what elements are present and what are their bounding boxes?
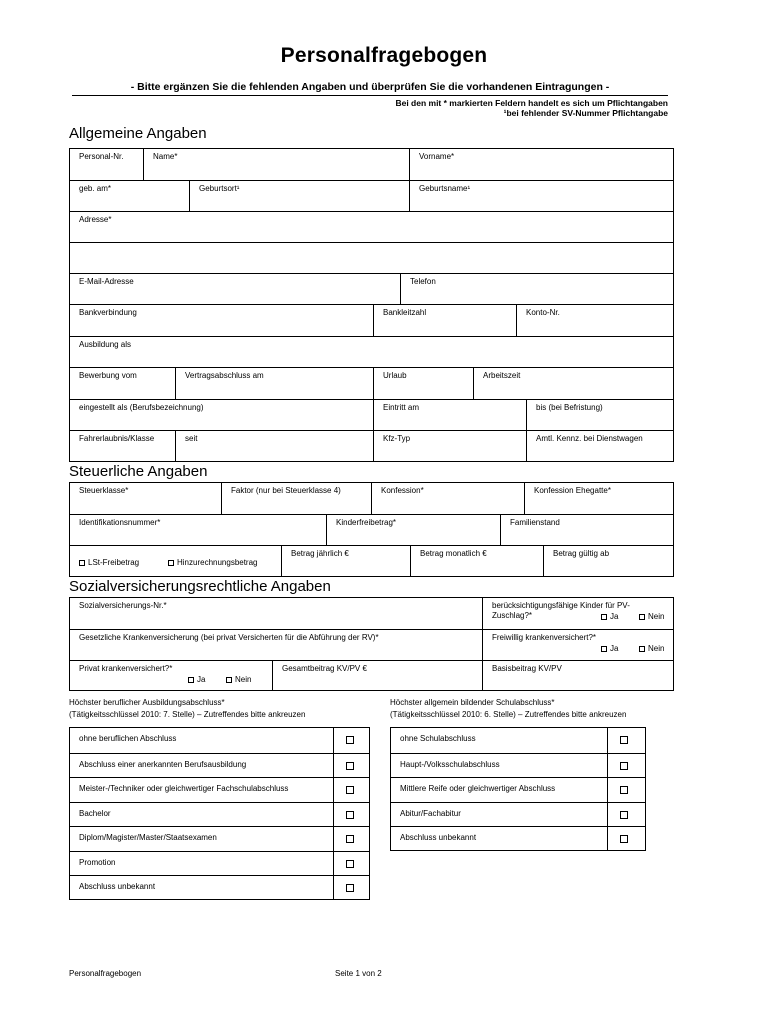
freibetrag-type-field (70, 545, 281, 577)
seit-field[interactable] (175, 430, 373, 462)
telefon-field[interactable] (400, 273, 674, 304)
arbeitszeit-label: Arbeitszeit (483, 371, 521, 380)
schule-heading-line2: (Tätigkeitsschlüssel 2010: 6. Stelle) – Zutreffendes bitte ankreuzen (390, 710, 627, 719)
page-title: Personalfragebogen (280, 44, 488, 67)
lst-freibetrag-checkbox[interactable] (79, 560, 85, 566)
befristung-label: bis (bei Befristung) (536, 403, 603, 412)
privat-ja-checkbox[interactable] (188, 677, 194, 683)
konto-nr-field[interactable] (516, 304, 674, 336)
sv-nr-field[interactable] (70, 598, 482, 629)
privat-ja-option[interactable] (188, 675, 205, 684)
konfession-ehegatte-label: Konfession Ehegatte* (534, 486, 611, 495)
schule-option-checkbox[interactable] (620, 811, 628, 819)
fahrerlaubnis-field[interactable] (70, 430, 175, 462)
pv-kinder-ja-label: Ja (610, 612, 619, 621)
section-heading-allgemein: Allgemeine Angaben (69, 125, 207, 142)
personal-nr-field[interactable] (70, 149, 143, 180)
kinderfreibetrag-field[interactable] (326, 514, 500, 545)
pv-kinder-field (482, 598, 674, 629)
schule-option-row[interactable] (391, 728, 645, 753)
schule-option-row[interactable] (391, 826, 645, 851)
geb-am-field[interactable] (70, 180, 189, 211)
schule-option-checkbox[interactable] (620, 835, 628, 843)
geb-am-label: geb. am* (79, 184, 112, 193)
pv-kinder-nein-option[interactable] (639, 612, 664, 621)
freiwillig-field (482, 629, 674, 660)
footer-title: Personalfragebogen (69, 969, 142, 978)
schule-option-label: Haupt-/Volksschulabschluss (400, 759, 500, 769)
tax-info-table (69, 482, 674, 577)
kfz-typ-field[interactable] (373, 430, 526, 462)
beruf-option-checkbox[interactable] (346, 835, 354, 843)
schule-heading-line1: Höchster allgemein bildender Schulabschluss* (390, 698, 555, 707)
bankverbindung-field[interactable] (70, 304, 373, 336)
mandatory-note: Bei den mit * markierten Feldern handelt es sich um Pflichtangaben (395, 98, 668, 108)
schule-option-checkbox[interactable] (620, 762, 628, 770)
page-number: Seite 1 von 2 (335, 969, 382, 978)
bewerbung-field[interactable] (70, 367, 175, 399)
familienstand-field[interactable] (500, 514, 674, 545)
freiwillig-ja-option[interactable] (601, 644, 618, 653)
general-info-table (69, 148, 674, 462)
beruf-option-label: Promotion (79, 857, 116, 867)
steuerklasse-field[interactable] (70, 483, 221, 514)
hinzurechnung-option[interactable] (168, 558, 258, 567)
sv-nr-label: Sozialversicherungs-Nr.* (79, 601, 167, 610)
kinderfreibetrag-label: Kinderfreibetrag* (336, 518, 397, 527)
basisbeitrag-label: Basisbeitrag KV/PV (492, 664, 562, 673)
ausbildung-field[interactable] (70, 336, 674, 367)
freiwillig-ja-checkbox[interactable] (601, 646, 607, 652)
sv-number-note: ¹bei fehlender SV-Nummer Pflichtangabe (503, 108, 668, 118)
beruf-heading-line2: (Tätigkeitsschlüssel 2010: 7. Stelle) – Zutreffendes bitte ankreuzen (69, 710, 306, 719)
privat-ja-label: Ja (197, 675, 206, 684)
schule-option-checkbox[interactable] (620, 786, 628, 794)
pv-kinder-ja-option[interactable] (601, 612, 618, 621)
bewerbung-label: Bewerbung vom (79, 371, 137, 380)
adresse-field[interactable] (70, 211, 674, 242)
schule-option-label: Abschluss unbekannt (400, 833, 477, 842)
arbeitszeit-field[interactable] (473, 367, 674, 399)
geburtsname-label: Geburtsname¹ (419, 184, 471, 193)
bankleitzahl-label: Bankleitzahl (383, 308, 427, 317)
kennzeichen-field[interactable] (526, 430, 674, 462)
vorname-label: Vorname* (419, 152, 455, 161)
eintritt-label: Eintritt am (383, 403, 420, 412)
beruf-option-row[interactable] (70, 777, 369, 802)
beruf-heading (69, 697, 305, 721)
eintritt-field[interactable] (373, 399, 526, 430)
beruf-option-row[interactable] (70, 753, 369, 778)
schule-option-row[interactable] (391, 753, 645, 778)
betrag-monatlich-label: Betrag monatlich € (420, 549, 487, 558)
betrag-jaehrlich-field[interactable] (281, 545, 410, 577)
geburtsort-field[interactable] (189, 180, 409, 211)
schule-option-label: Mittlere Reife oder gleichwertiger Abschluss (400, 784, 556, 793)
geburtsname-field[interactable] (409, 180, 674, 211)
identifikationsnummer-label: Identifikationsnummer* (79, 518, 161, 527)
betrag-gueltig-field[interactable] (543, 545, 674, 577)
gkv-label: Gesetzliche Krankenversicherung (bei privat Versicherten für die Abführung der RV)* (79, 633, 379, 642)
schule-option-label: ohne Schulabschluss (400, 734, 476, 743)
beruf-option-label: ohne beruflichen Abschluss (79, 734, 177, 743)
hinzurechnung-checkbox[interactable] (168, 560, 174, 566)
schule-option-row[interactable] (391, 802, 645, 827)
email-field[interactable] (70, 273, 400, 304)
beruf-option-checkbox[interactable] (346, 736, 354, 744)
faktor-label: Faktor (nur bei Steuerklasse 4) (231, 486, 341, 495)
seit-label: seit (185, 434, 198, 443)
freiwillig-nein-option[interactable] (639, 644, 664, 653)
telefon-label: Telefon (410, 277, 436, 286)
vertragsabschluss-label: Vertragsabschluss am (185, 371, 264, 380)
personal-nr-label: Personal-Nr. (79, 152, 124, 161)
lst-freibetrag-label: LSt-Freibetrag (88, 558, 140, 567)
beruf-option-label: Diplom/Magister/Master/Staatsexamen (79, 833, 217, 842)
name-label: Name* (153, 152, 178, 161)
betrag-monatlich-field[interactable] (410, 545, 543, 577)
pv-kinder-nein-checkbox[interactable] (639, 614, 645, 620)
urlaub-label: Urlaub (383, 371, 407, 380)
faktor-field[interactable] (221, 483, 371, 514)
beruf-option-checkbox[interactable] (346, 762, 354, 770)
email-label: E-Mail-Adresse (79, 277, 134, 286)
section-heading-steuer: Steuerliche Angaben (69, 463, 208, 480)
befristung-field[interactable] (526, 399, 674, 430)
pv-kinder-label-line1: berücksichtigungsfähige Kinder für PV- (492, 601, 630, 610)
betrag-jaehrlich-label: Betrag jährlich € (291, 549, 349, 558)
privat-nein-checkbox[interactable] (226, 677, 232, 683)
steuerklasse-label: Steuerklasse* (79, 486, 129, 495)
page-subtitle: - Bitte ergänzen Sie die fehlenden Angaben und überprüfen Sie die vorhandenen Eintragungen - (130, 81, 610, 93)
kfz-typ-label: Kfz-Typ (383, 434, 411, 443)
hinzurechnung-label: Hinzurechnungsbetrag (177, 558, 258, 567)
bankleitzahl-field[interactable] (373, 304, 516, 336)
schule-option-label: Abitur/Fachabitur (400, 808, 461, 818)
betrag-gueltig-label: Betrag gültig ab (553, 549, 610, 558)
beruf-option-label: Abschluss unbekannt (79, 882, 156, 891)
beruf-option-checkbox[interactable] (346, 786, 354, 794)
kennzeichen-label: Amtl. Kennz. bei Dienstwagen (536, 434, 643, 443)
beruf-option-checkbox[interactable] (346, 811, 354, 819)
lst-freibetrag-option[interactable] (79, 558, 139, 567)
adresse-label: Adresse* (79, 215, 112, 224)
pv-kinder-ja-checkbox[interactable] (601, 614, 607, 620)
privat-label: Privat krankenversichert?* (79, 664, 173, 673)
geburtsort-label: Geburtsort¹ (199, 184, 240, 193)
konfession-label: Konfession* (381, 486, 424, 495)
beruf-option-row[interactable] (70, 851, 369, 876)
pv-kinder-nein-label: Nein (648, 612, 665, 621)
familienstand-label: Familienstand (510, 518, 560, 527)
beruf-option-row[interactable] (70, 875, 369, 900)
gkv-field[interactable] (70, 629, 482, 660)
vertragsabschluss-field[interactable] (175, 367, 373, 399)
freiwillig-ja-label: Ja (610, 644, 619, 653)
name-field[interactable] (143, 149, 409, 180)
gesamtbeitrag-field[interactable] (272, 660, 482, 691)
adresse-field-line2[interactable] (70, 242, 674, 273)
beruf-option-row[interactable] (70, 826, 369, 851)
section-heading-sozial: Sozialversicherungsrechtliche Angaben (69, 578, 331, 595)
eingestellt-field[interactable] (70, 399, 373, 430)
beruf-option-label: Meister-/Techniker oder gleichwertiger Fachschulabschluss (79, 784, 289, 793)
beruf-option-checkbox[interactable] (346, 884, 354, 892)
konfession-ehegatte-field[interactable] (524, 483, 674, 514)
privat-nein-option[interactable] (226, 675, 251, 684)
freiwillig-nein-label: Nein (648, 644, 665, 653)
beruf-option-checkbox[interactable] (346, 860, 354, 868)
header-divider (72, 95, 668, 96)
schule-option-checkbox[interactable] (620, 736, 628, 744)
identifikationsnummer-field[interactable] (70, 514, 326, 545)
konto-nr-label: Konto-Nr. (526, 308, 560, 317)
schule-option-row[interactable] (391, 777, 645, 802)
pv-kinder-label-line2: Zuschlag?* (492, 611, 533, 620)
beruf-option-row[interactable] (70, 728, 369, 753)
freiwillig-nein-checkbox[interactable] (639, 646, 645, 652)
privat-nein-label: Nein (235, 675, 252, 684)
schule-options-table (390, 727, 646, 851)
freiwillig-label: Freiwillig krankenversichert?* (492, 633, 597, 642)
privat-field (70, 660, 272, 691)
konfession-field[interactable] (371, 483, 524, 514)
beruf-heading-line1: Höchster beruflicher Ausbildungsabschluss* (69, 698, 225, 707)
ausbildung-label: Ausbildung als (79, 340, 132, 349)
gesamtbeitrag-label: Gesamtbeitrag KV/PV € (282, 664, 367, 673)
beruf-options-table (69, 727, 370, 900)
vorname-field[interactable] (409, 149, 674, 180)
schule-heading (390, 697, 626, 721)
basisbeitrag-field[interactable] (482, 660, 674, 691)
urlaub-field[interactable] (373, 367, 473, 399)
beruf-option-label: Bachelor (79, 808, 111, 818)
beruf-option-label: Abschluss einer anerkannten Berufsausbildung (79, 759, 247, 769)
bankverbindung-label: Bankverbindung (79, 308, 137, 317)
beruf-option-row[interactable] (70, 802, 369, 827)
social-insurance-table (69, 597, 674, 691)
fahrerlaubnis-label: Fahrerlaubnis/Klasse (79, 434, 155, 443)
eingestellt-label: eingestellt als (Berufsbezeichnung) (79, 403, 204, 412)
